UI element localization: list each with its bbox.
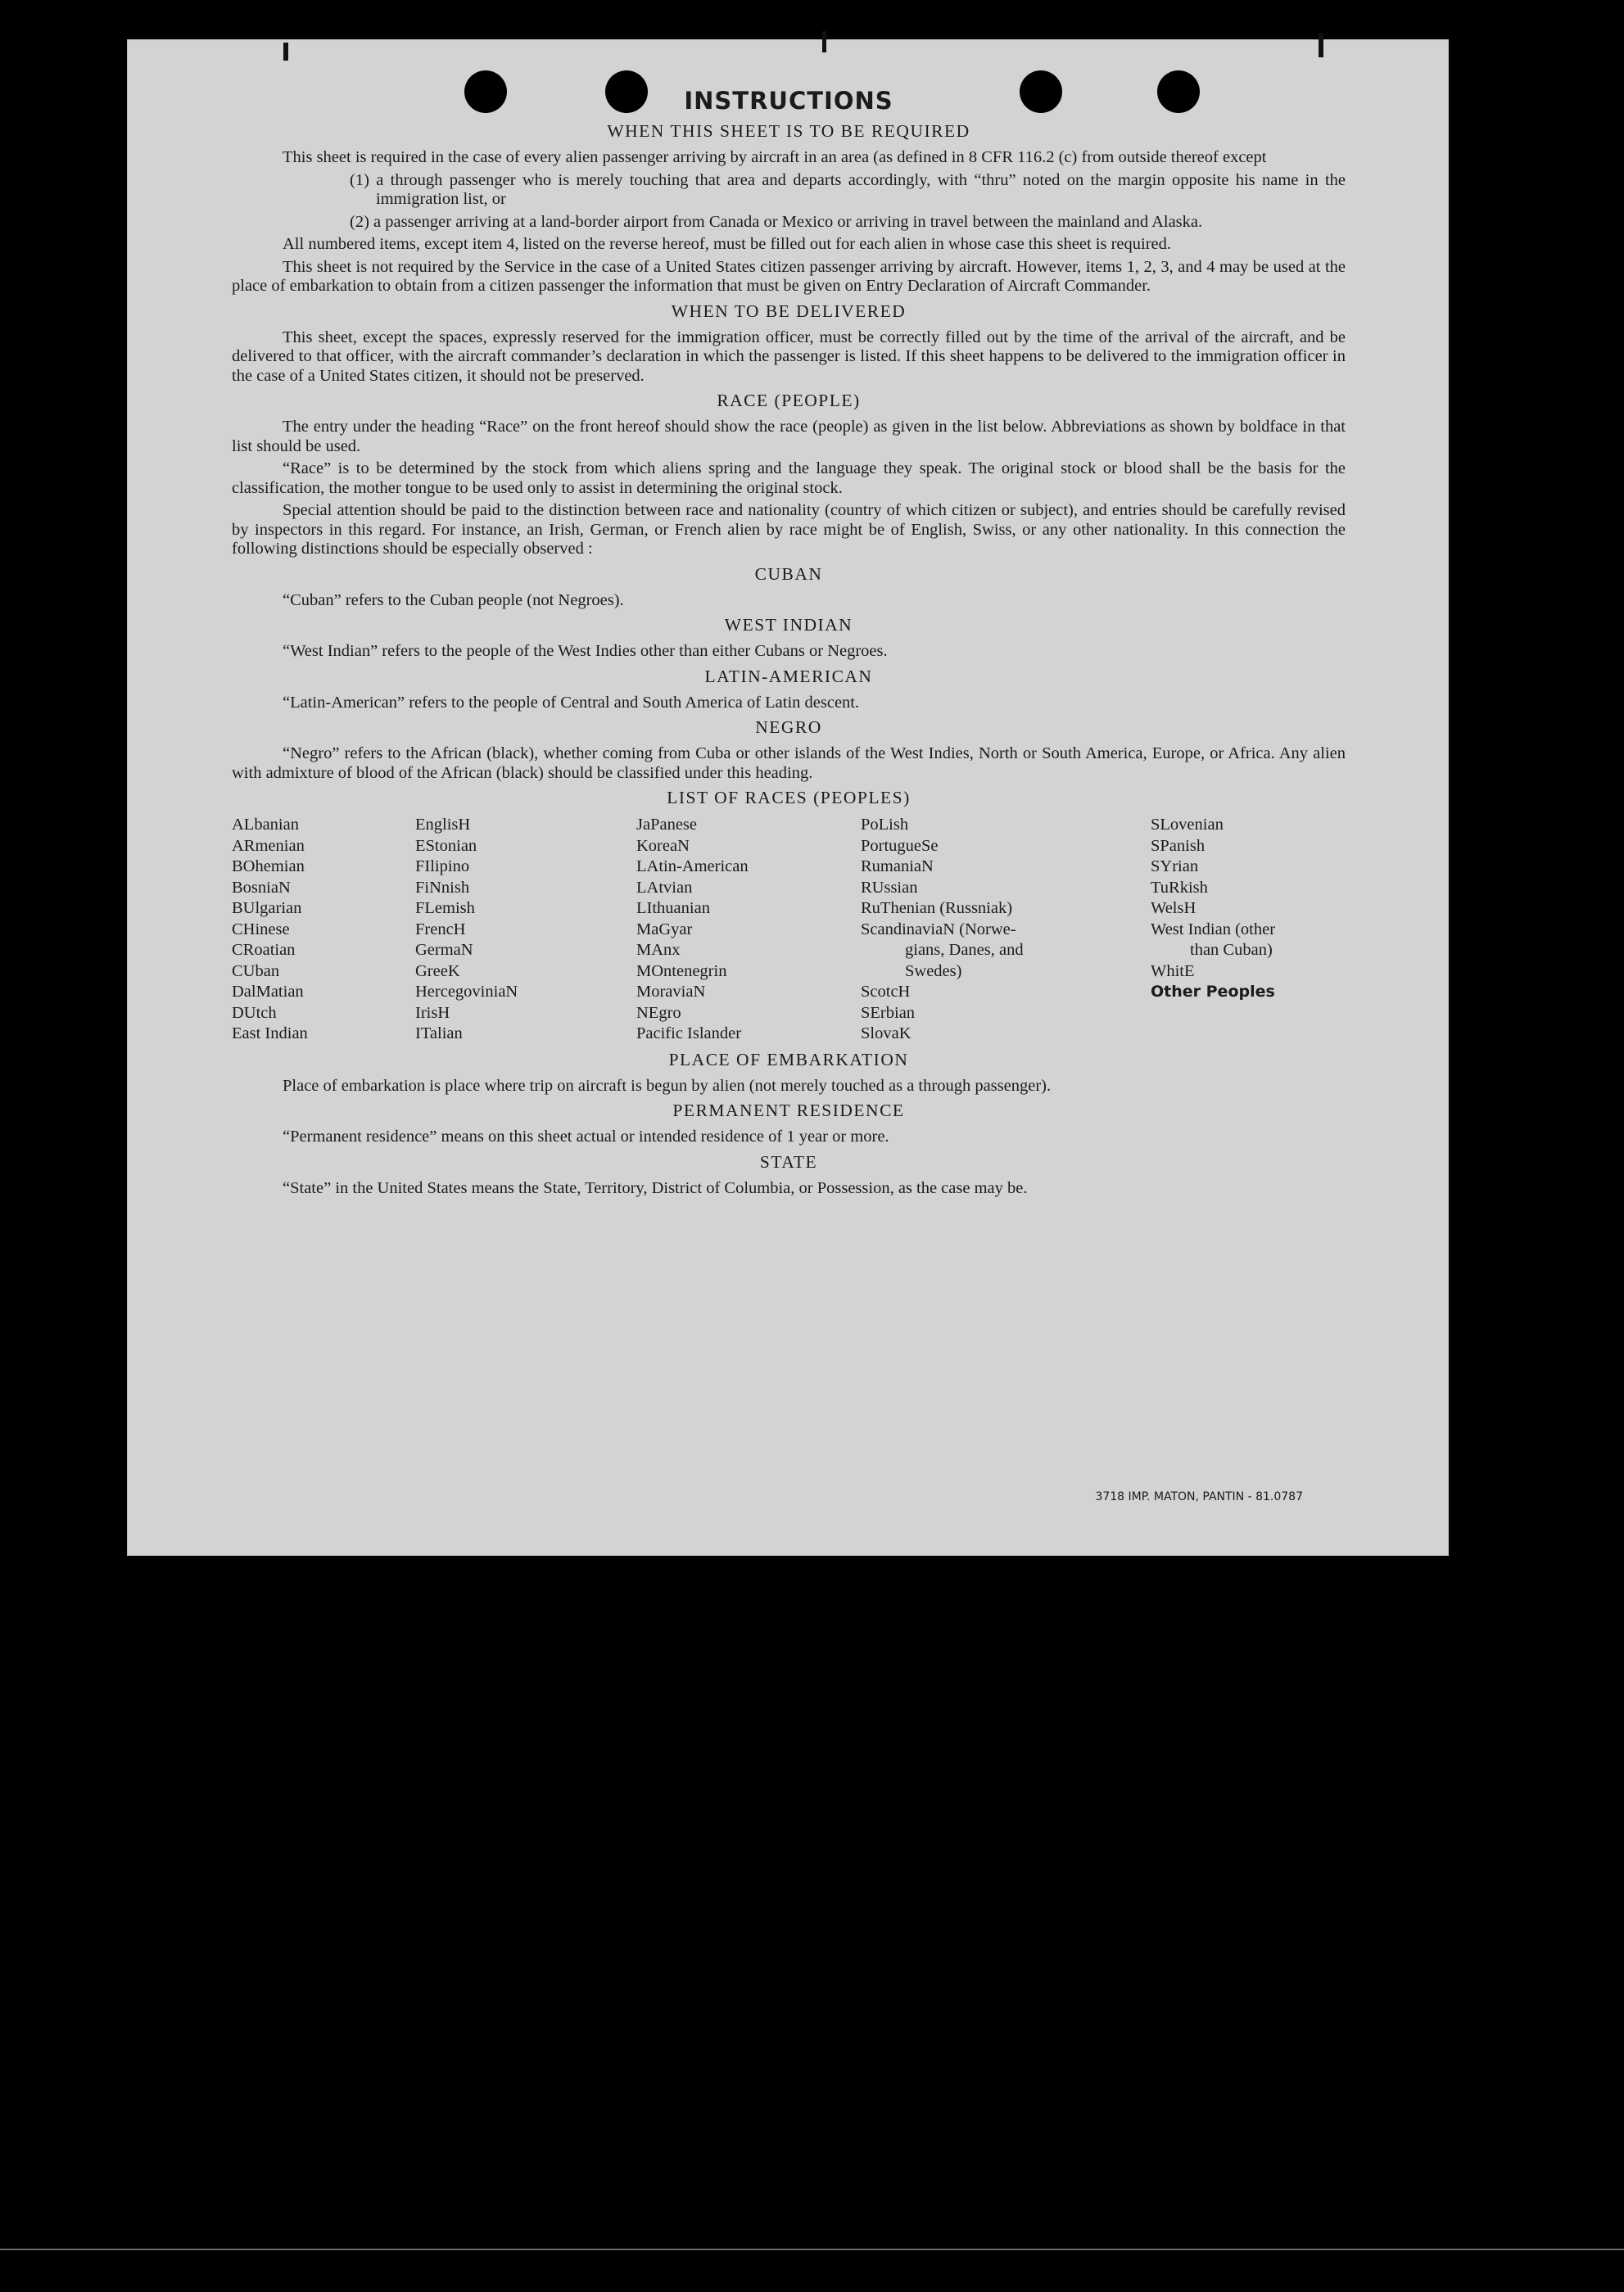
race-entry: CRoatian [232, 941, 296, 959]
race-entry: Other Peoples [1151, 983, 1275, 1001]
race-entry: DalMatian [232, 983, 304, 1001]
printer-imprint: 3718 IMP. MATON, PANTIN - 81.0787 [1095, 1490, 1303, 1503]
paragraph: Special attention should be paid to the distinction between race and nationality (country of which citizen or subject), and entries should be carefully revised by inspectors in this regard. For instance, an Irish, German, or French alien by race might be of English, Swiss, or any other nationality. In this connection the following distinctions should be especially observed : [232, 501, 1346, 558]
race-entry: HercegoviniaN [415, 983, 518, 1001]
race-entry: PoLish [861, 816, 909, 834]
races-column [636, 815, 861, 1045]
race-entry: CUban [232, 961, 280, 980]
race-entry: FIlipino [415, 857, 470, 875]
section-heading-cuban: CUBAN [754, 563, 823, 584]
section-heading-residence: PERMANENT RESIDENCE [672, 1101, 905, 1120]
section-heading-when-required: WHEN THIS SHEET IS TO BE REQUIRED [607, 121, 970, 141]
section-heading-latin-american: LATIN-AMERICAN [704, 666, 873, 686]
paragraph: The entry under the heading “Race” on the front hereof should show the race (people) as given in the list below. Abbreviations as shown by boldface in that list should be used. [232, 418, 1346, 455]
exception-item: (1) a through passenger who is merely touching that area and departs accordingly, with “thru” noted on the margin opposite his name in the immigration list, or [350, 170, 1346, 208]
section-heading-embarkation: PLACE OF EMBARKATION [668, 1049, 909, 1069]
race-entry: LIthuanian [636, 899, 710, 917]
races-column [415, 815, 636, 1045]
sheet-content [232, 87, 1346, 1198]
paragraph: “West Indian” refers to the people of the West Indies other than either Cubans or Negroes. [283, 642, 888, 660]
paragraph: “Race” is to be determined by the stock from which aliens spring and the language they speak. The original stock or blood shall be the basis for the classification, the mother tongue to be used only to assist in determining the original stock. [232, 459, 1346, 497]
race-entry: BUlgarian [232, 899, 302, 917]
race-entry: West Indian (other [1151, 920, 1276, 938]
race-entry: ITalian [415, 1024, 463, 1042]
paragraph: All numbered items, except item 4, listed on the reverse hereof, must be filled out for each alien in whose case this sheet is required. [283, 235, 1172, 253]
race-entry: LAtin-American [636, 857, 749, 875]
races-column [861, 815, 1151, 1045]
race-entry: Swedes) [905, 961, 962, 980]
race-entry: ARmenian [232, 836, 305, 855]
paragraph: “Cuban” refers to the Cuban people (not Negroes). [283, 590, 624, 609]
race-entry: BOhemian [232, 857, 305, 875]
instruction-sheet [127, 39, 1449, 1556]
race-entry: than Cuban) [1190, 941, 1273, 959]
race-entry: SPanish [1151, 836, 1206, 855]
race-entry: MOntenegrin [636, 961, 727, 980]
race-entry: FLemish [415, 899, 475, 917]
race-entry: KoreaN [636, 836, 690, 855]
paragraph: “Negro” refers to the African (black), whether coming from Cuba or other islands of the West Indies, North or South America, Europe, or Africa. Any alien with admixture of blood of the African (black) should be classified under this heading. [232, 744, 1346, 782]
section-heading-list-of-races: LIST OF RACES (PEOPLES) [667, 788, 911, 807]
race-entry: EStonian [415, 836, 477, 855]
scan-mark [822, 31, 826, 52]
race-entry: CHinese [232, 920, 290, 938]
race-entry: Pacific Islander [636, 1024, 742, 1042]
race-entry: GreeK [415, 961, 460, 980]
section-heading-west-indian: WEST INDIAN [724, 615, 853, 635]
scan-mark [1319, 33, 1323, 57]
race-entry: JaPanese [636, 816, 698, 834]
paragraph: This sheet is required in the case of every alien passenger arriving by aircraft in an area (as defined in 8 CFR 116.2 (c) from outside thereof except [283, 148, 1267, 166]
race-entry: MoraviaN [636, 983, 706, 1001]
race-entry: SErbian [861, 1003, 916, 1022]
section-heading-race: RACE (PEOPLE) [717, 391, 861, 410]
race-entry: ScandinaviaN (Norwe- [861, 920, 1016, 938]
scan-mark [283, 43, 288, 61]
section-heading-negro: NEGRO [755, 717, 822, 737]
race-entry: LAtvian [636, 878, 693, 897]
paragraph: “Latin-American” refers to the people of Central and South America of Latin descent. [283, 693, 860, 712]
race-entry: RumaniaN [861, 857, 934, 875]
races-column [232, 815, 415, 1045]
race-entry: BosniaN [232, 878, 291, 897]
race-entry: gians, Danes, and [905, 941, 1024, 959]
race-entry: TuRkish [1151, 878, 1208, 897]
race-entry: RUssian [861, 878, 918, 897]
page-title: INSTRUCTIONS [684, 87, 893, 115]
race-entry: IrisH [415, 1003, 450, 1022]
race-entry: ScotcH [861, 983, 911, 1001]
race-entry: RuThenian (Russniak) [861, 899, 1013, 917]
race-entry: MaGyar [636, 920, 693, 938]
scan-edge-line [0, 2249, 1624, 2250]
race-entry: East Indian [232, 1024, 308, 1042]
race-entry: SlovaK [861, 1024, 912, 1042]
paragraph: This sheet, except the spaces, expressly reserved for the immigration officer, must be correctly filled out by the time of the arrival of the aircraft, and be delivered to that officer, with the aircraft commander’s declaration in which the passenger is listed. If this sheet happens to be delivered to the immigration officer in the case of a United States citizen, it should not be preserved. [232, 328, 1346, 385]
race-entry: GermaN [415, 941, 473, 959]
paragraph: “State” in the United States means the State, Territory, District of Columbia, or Possession, as the case may be. [283, 1178, 1028, 1197]
section-heading-when-delivered: WHEN TO BE DELIVERED [671, 301, 907, 321]
race-entry: FrencH [415, 920, 466, 938]
race-entry: FiNnish [415, 878, 470, 897]
race-entry: DUtch [232, 1003, 277, 1022]
race-entry: WhitE [1151, 961, 1195, 980]
paragraph: “Permanent residence” means on this sheet actual or intended residence of 1 year or more. [283, 1128, 889, 1146]
races-list [232, 815, 1346, 1045]
exception-item: (2) a passenger arriving at a land-border airport from Canada or Mexico or arriving in travel between the mainland and Alaska. [350, 212, 1203, 231]
race-entry: SLovenian [1151, 816, 1224, 834]
paragraph: Place of embarkation is place where trip on aircraft is begun by alien (not merely touched as a through passenger). [283, 1076, 1052, 1095]
race-entry: ALbanian [232, 816, 299, 834]
section-heading-state: STATE [759, 1151, 818, 1172]
race-entry: EnglisH [415, 816, 471, 834]
races-column [1151, 815, 1346, 1045]
paragraph: This sheet is not required by the Service in the case of a United States citizen passenger arriving by aircraft. However, items 1, 2, 3, and 4 may be used at the place of embarkation to obtain from a citizen passenger the information that must be given on Entry Declaration of Aircraft Commander. [232, 257, 1346, 295]
race-entry: SYrian [1151, 857, 1199, 875]
race-entry: MAnx [636, 941, 681, 959]
race-entry: WelsH [1151, 899, 1197, 917]
race-entry: NEgro [636, 1003, 681, 1022]
race-entry: PortugueSe [861, 836, 939, 855]
